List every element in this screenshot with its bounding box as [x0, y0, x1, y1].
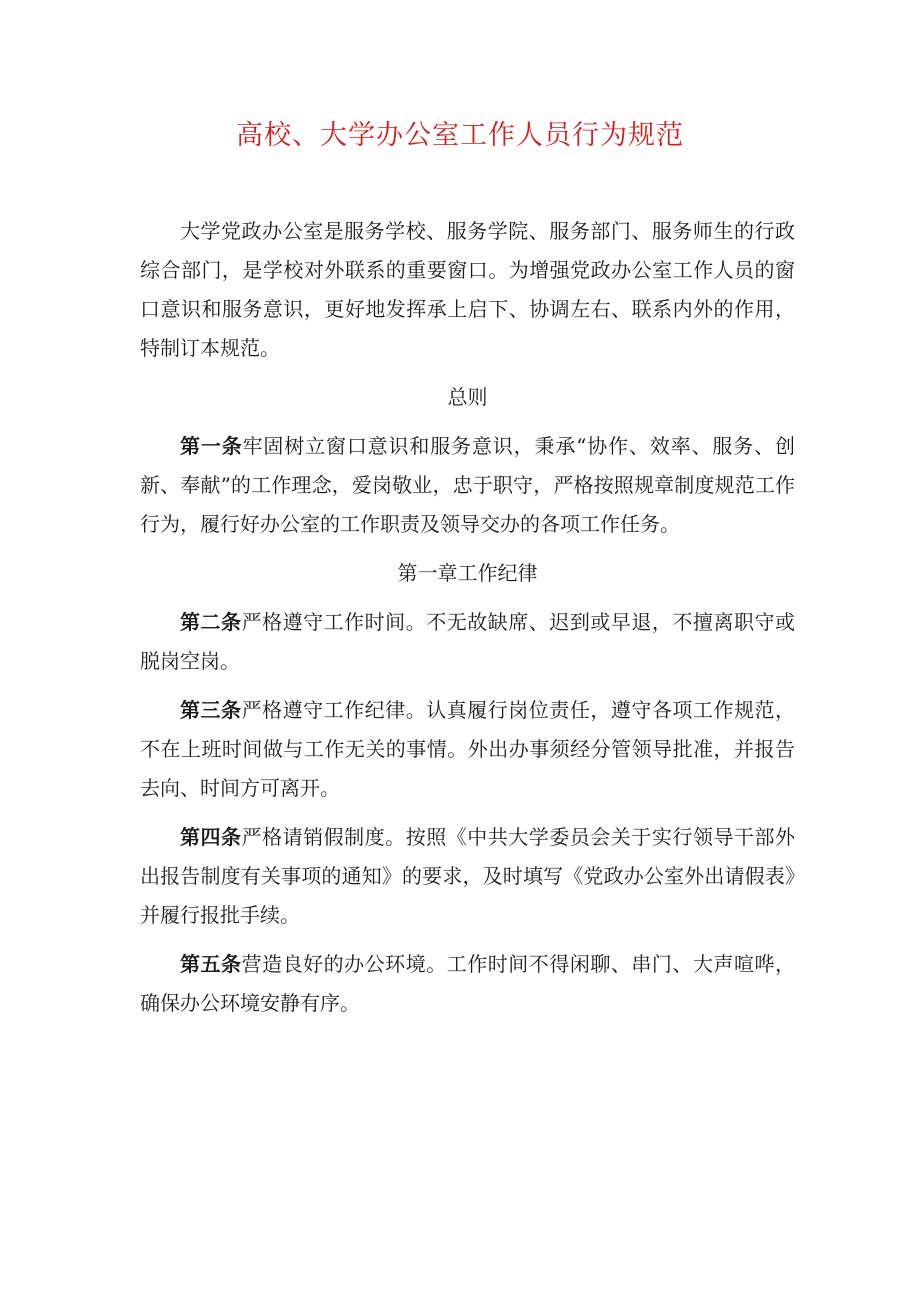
chapter-heading-1: 第一章工作纪律 [397, 561, 538, 585]
article-4 [140, 818, 795, 935]
article-1-text: 牢固树立窗口意识和服务意识，秉承“协作、效率、服务、创新、奉献”的工作理念，爱岗敬业，忠于职守，严格按照规章制度规范工作行为，履行好办公室的工作职责及领导交办的各项工作任务。 [140, 434, 795, 536]
article-1-label: 第一条 [180, 434, 243, 458]
article-5 [140, 945, 795, 1023]
article-3-label: 第三条 [180, 698, 242, 722]
article-1 [140, 427, 795, 544]
article-5-text: 营造良好的办公环境。工作时间不得闲聊、串门、大声喧哗，确保办公环境安静有序。 [140, 952, 796, 1015]
article-3 [140, 691, 795, 808]
article-4-text: 严格请销假制度。按照《中共大学委员会关于实行领导干部外出报告制度有关事项的通知》的要求，及时填写《党政办公室外出请假表》并履行报批手续。 [140, 825, 796, 927]
document-body [140, 212, 795, 1023]
section-heading-general: 总则 [447, 385, 488, 409]
intro-paragraph: 大学党政办公室是服务学校、服务学院、服务部门、服务师生的行政综合部门，是学校对外联系的重要窗口。为增强党政办公室工作人员的窗口意识和服务意识，更好地发挥承上启下、协调左右、联系内外的作用，特制订本规范。 [140, 219, 795, 360]
article-3-text: 严格遵守工作纪律。认真履行岗位责任，遵守各项工作规范，不在上班时间做与工作无关的事情。外出办事须经分管领导批准，并报告去向、时间方可离开。 [140, 698, 796, 800]
article-4-label: 第四条 [180, 825, 242, 849]
article-2-label: 第二条 [180, 610, 242, 634]
article-5-label: 第五条 [180, 952, 242, 976]
document-title: 高校、大学办公室工作人员行为规范 [236, 120, 684, 151]
article-2-text: 严格遵守工作时间。不无故缺席、迟到或早退，不擅离职守或脱岗空岗。 [140, 610, 796, 673]
article-2 [140, 603, 795, 681]
